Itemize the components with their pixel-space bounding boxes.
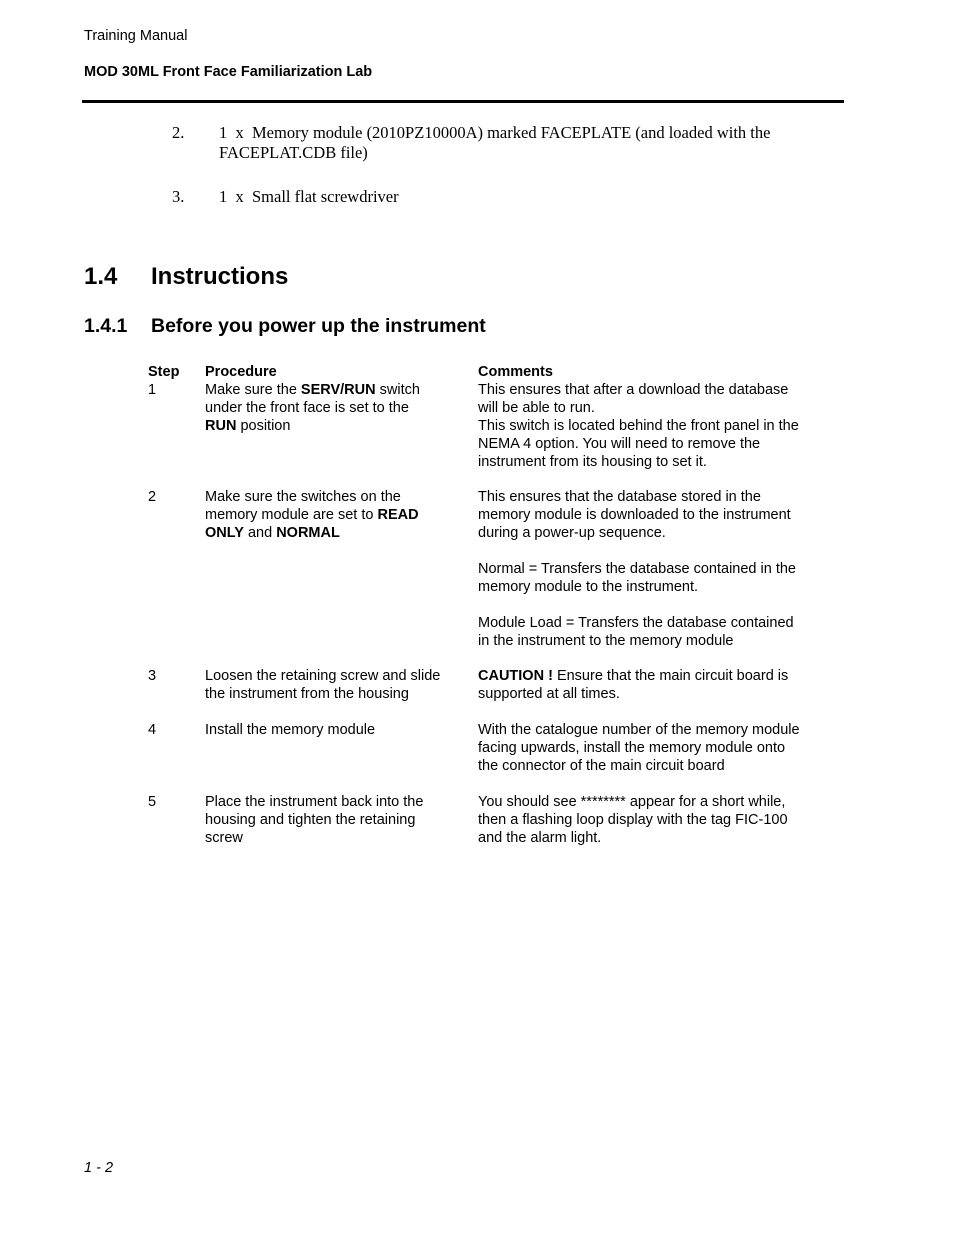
procedure-line bbox=[205, 506, 467, 524]
text-run: Make sure the bbox=[205, 382, 301, 398]
comment-line: Normal = Transfers the database contained in the bbox=[478, 561, 796, 577]
comment-text bbox=[478, 667, 838, 703]
bold-text: SERV/RUN bbox=[300, 382, 376, 398]
comment-line: facing upwards, install the memory module onto bbox=[478, 740, 786, 756]
list-text-line: 1 x Small flat screwdriver bbox=[219, 187, 399, 206]
page-number: 1 - 2 bbox=[84, 1160, 114, 1176]
column-header-step: Step bbox=[148, 364, 180, 380]
subsection-number: 1.4.1 bbox=[84, 315, 128, 337]
comment-line: and the alarm light. bbox=[478, 830, 602, 846]
text-run: Ensure that the main circuit board is bbox=[552, 668, 789, 684]
procedure-line: Place the instrument back into the bbox=[205, 794, 424, 810]
bold-text: READ bbox=[377, 507, 419, 523]
step-number: 3 bbox=[148, 668, 157, 684]
comment-line: This switch is located behind the front panel in the bbox=[478, 418, 799, 434]
procedure-line: Loosen the retaining screw and slide bbox=[205, 668, 441, 684]
procedure-line bbox=[205, 417, 467, 435]
step-number: 4 bbox=[148, 722, 157, 738]
bold-text: ONLY bbox=[205, 525, 244, 541]
comment-line: the connector of the main circuit board bbox=[478, 758, 725, 774]
comment-line: memory module to the instrument. bbox=[478, 579, 699, 595]
procedure-line: housing and tighten the retaining bbox=[205, 812, 416, 828]
comment-line: memory module is downloaded to the instrument bbox=[478, 507, 791, 523]
step-number: 2 bbox=[148, 489, 157, 505]
bold-text: NORMAL bbox=[276, 525, 340, 541]
comment-text bbox=[478, 381, 838, 471]
comment-line: With the catalogue number of the memory module bbox=[478, 722, 800, 738]
step-number: 5 bbox=[148, 794, 157, 810]
procedure-line: Make sure the switches on the bbox=[205, 489, 401, 505]
header-divider bbox=[82, 100, 844, 103]
comment-line: NEMA 4 option. You will need to remove the bbox=[478, 436, 761, 452]
step-number: 1 bbox=[148, 382, 157, 398]
procedure-line: the instrument from the housing bbox=[205, 686, 409, 702]
list-number: 3. bbox=[172, 187, 185, 206]
subsection-title: Before you power up the instrument bbox=[151, 315, 486, 337]
procedure-text bbox=[205, 793, 467, 847]
comment-text bbox=[478, 793, 838, 847]
list-text-line: 1 x Memory module (2010PZ10000A) marked FACEPLATE (and loaded with the bbox=[219, 123, 771, 142]
procedure-line: Install the memory module bbox=[205, 722, 376, 738]
text-run: and bbox=[243, 525, 277, 541]
running-header: Training Manual bbox=[84, 28, 188, 44]
section-title: Instructions bbox=[151, 263, 289, 290]
column-header-comments: Comments bbox=[478, 364, 553, 380]
comment-text bbox=[478, 488, 838, 650]
comment-line: supported at all times. bbox=[478, 686, 620, 702]
list-number: 2. bbox=[172, 123, 185, 142]
comment-line: will be able to run. bbox=[478, 400, 595, 416]
procedure-line bbox=[205, 524, 467, 542]
procedure-text bbox=[205, 381, 467, 435]
list-text bbox=[219, 123, 819, 163]
procedure-line bbox=[205, 381, 467, 399]
caution-label: CAUTION ! bbox=[478, 668, 553, 684]
section-number: 1.4 bbox=[84, 263, 118, 290]
procedure-line: under the front face is set to the bbox=[205, 400, 409, 416]
list-text-line: FACEPLAT.CDB file) bbox=[219, 143, 368, 162]
bold-text: RUN bbox=[205, 418, 237, 434]
comment-text bbox=[478, 721, 838, 775]
comment-line: in the instrument to the memory module bbox=[478, 633, 734, 649]
column-header-procedure: Procedure bbox=[205, 364, 277, 380]
comment-line: Module Load = Transfers the database contained bbox=[478, 615, 794, 631]
text-run: position bbox=[236, 418, 291, 434]
comment-line: This ensures that the database stored in the bbox=[478, 489, 761, 505]
procedure-text bbox=[205, 667, 467, 703]
comment-line bbox=[478, 667, 838, 685]
comment-line: during a power-up sequence. bbox=[478, 525, 666, 541]
document-title: MOD 30ML Front Face Familiarization Lab bbox=[84, 64, 373, 80]
comment-line: instrument from its housing to set it. bbox=[478, 454, 707, 470]
procedure-text bbox=[205, 488, 467, 542]
procedure-text bbox=[205, 721, 467, 739]
comment-line: then a flashing loop display with the tag FIC-100 bbox=[478, 812, 788, 828]
list-text bbox=[219, 187, 819, 207]
procedure-line: screw bbox=[205, 830, 243, 846]
comment-line: This ensures that after a download the database bbox=[478, 382, 789, 398]
comment-line: You should see ******** appear for a short while, bbox=[478, 794, 786, 810]
text-run: memory module are set to bbox=[205, 507, 378, 523]
text-run: switch bbox=[375, 382, 420, 398]
